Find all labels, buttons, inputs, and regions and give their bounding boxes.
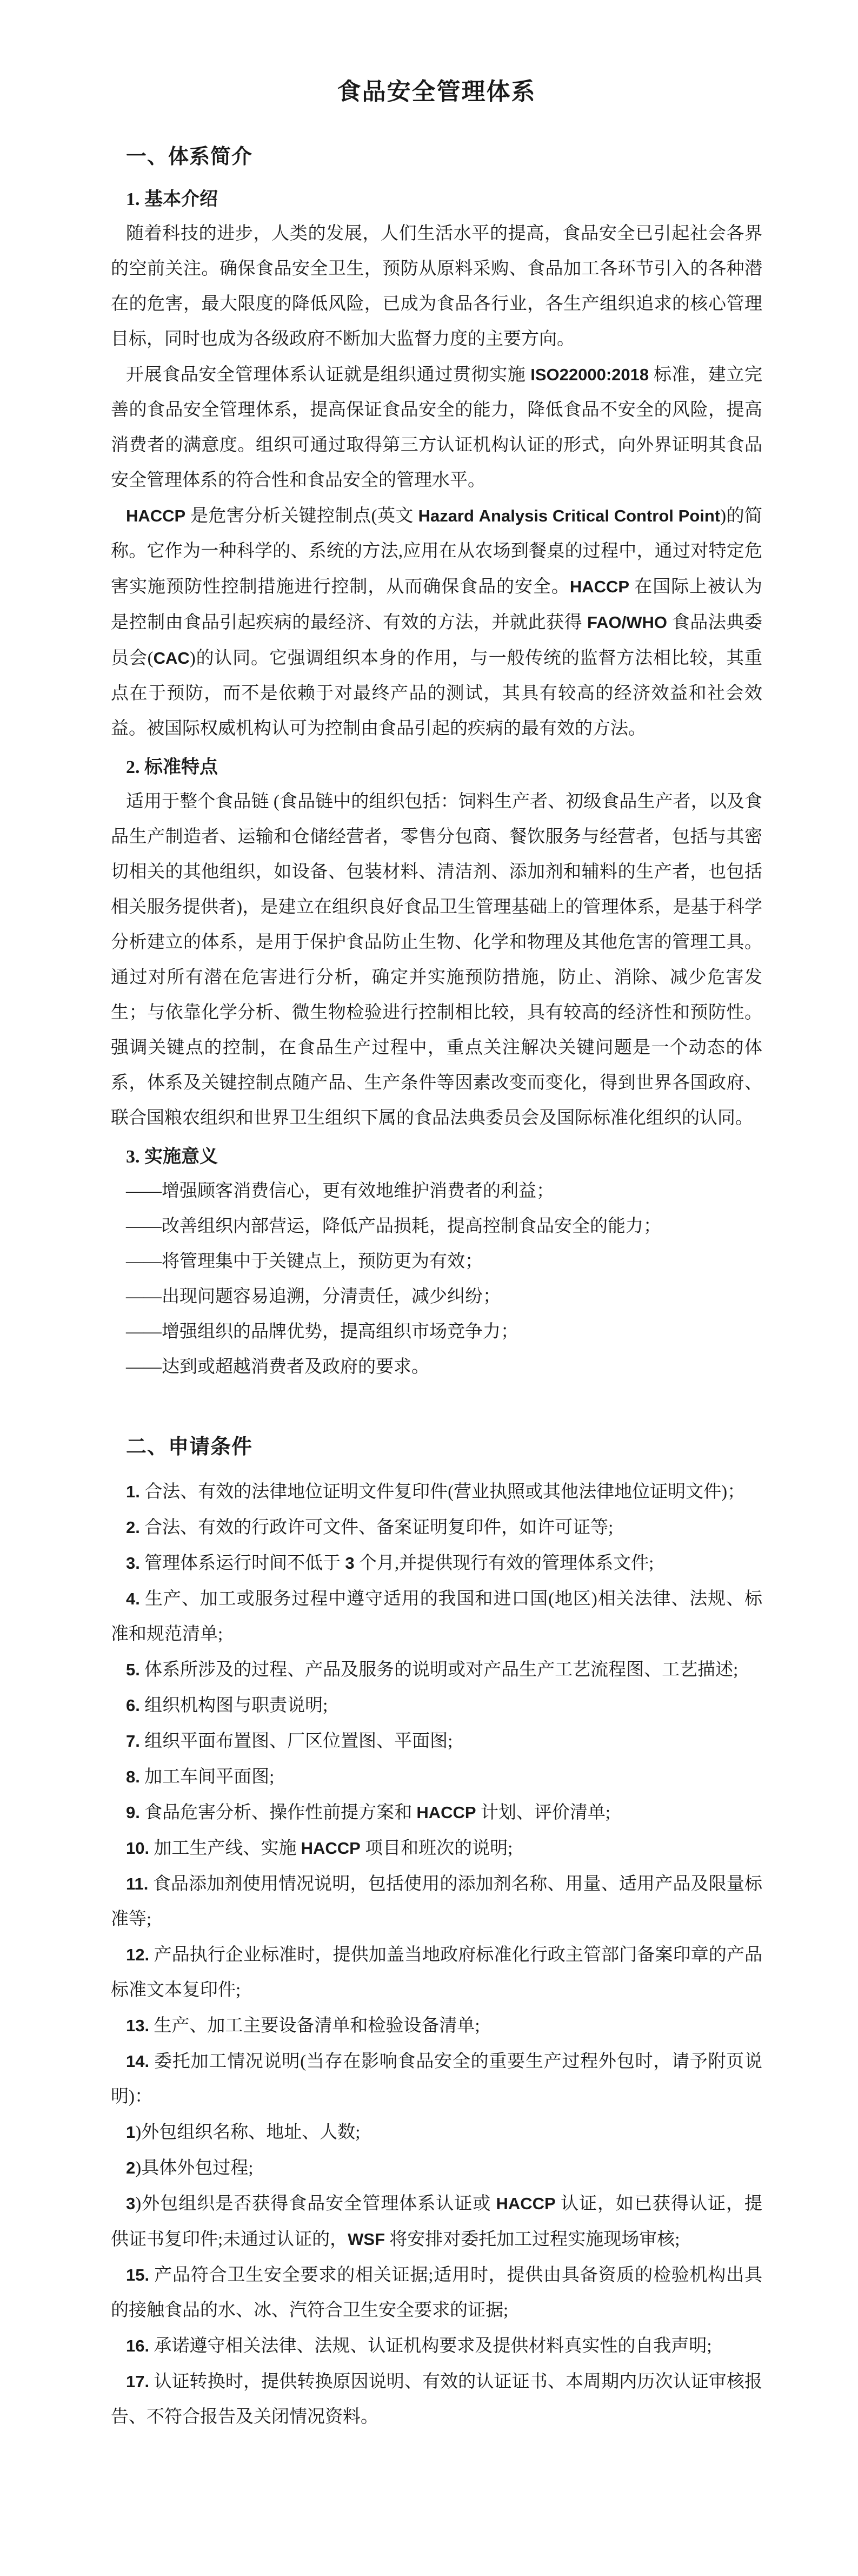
dash-list-item: ——将管理集中于关键点上，预防更为有效； bbox=[126, 1252, 483, 1271]
numbered-item: 13. 生产、加工主要设备清单和检验设备清单; bbox=[126, 2016, 480, 2036]
numbered-item: 6. 组织机构图与职责说明; bbox=[126, 1696, 328, 1715]
numbered-item: 1. 合法、有效的法律地位证明文件复印件(营业执照或其他法律地位证明文件)； bbox=[126, 1482, 746, 1502]
dash-list-item: ——增强顾客消费信心，更有效地维护消费者的利益； bbox=[126, 1181, 554, 1201]
numbered-item: 8. 加工车间平面图; bbox=[126, 1767, 275, 1787]
numbered-item: 9. 食品危害分析、操作性前提方案和 HACCP 计划、评价清单; bbox=[126, 1803, 611, 1822]
sub-item: 2)具体外包过程; bbox=[126, 2158, 254, 2178]
paragraph: 随着科技的进步，人类的发展，人们生活水平的提高，食品安全已引起社会各界的空前关注。确保食品安全卫生，预防从原料采购、食品加工各环节引入的各种潜在的危害，最大限度的降低风险，已成为食品各行业，各生产组织追求的核心管理目标，同时也成为各级政府不断加大监督力度的主要方向。 bbox=[111, 224, 762, 349]
numbered-item: 16. 承诺遵守相关法律、法规、认证机构要求及提供材料真实性的自我声明; bbox=[126, 2336, 712, 2356]
document-title: 食品安全管理体系 bbox=[337, 78, 536, 105]
numbered-item: 4. 生产、加工或服务过程中遵守适用的我国和进口国(地区)相关法律、法规、标准和规范清单; bbox=[111, 1589, 762, 1644]
paragraph: 开展食品安全管理体系认证就是组织通过贯彻实施 ISO22000:2018 标准，建立完善的食品安全管理体系，提高保证食品安全的能力，降低食品不安全的风险，提高消费者的满意度。组织可通过取得第三方认证机构认证的形式，向外界证明其食品安全管理体系的符合性和食品安全的管理水平。 bbox=[111, 365, 763, 490]
section-1-heading: 一、体系简介 bbox=[126, 146, 253, 168]
numbered-item: 14. 委托加工情况说明(当存在影响食品安全的重要生产过程外包时，请予附页说明)： bbox=[111, 2052, 762, 2106]
section-2-heading: 二、申请条件 bbox=[126, 1436, 253, 1458]
numbered-item: 17. 认证转换时，提供转换原因说明、有效的认证证书、本周期内历次认证审核报告、不符合报告及关闭情况资料。 bbox=[111, 2372, 762, 2427]
numbered-item: 2. 合法、有效的行政许可文件、备案证明复印件，如许可证等; bbox=[126, 1518, 614, 1537]
section-1-subheading-implementation-significance: 3. 实施意义 bbox=[126, 1147, 218, 1167]
numbered-item: 3. 管理体系运行时间不低于 3 个月,并提供现行有效的管理体系文件; bbox=[126, 1554, 654, 1573]
section-1-subheading-standard-features: 2. 标准特点 bbox=[126, 757, 218, 777]
paragraph: 适用于整个食品链 (食品链中的组织包括：饲料生产者、初级食品生产者，以及食品生产制造者、运输和仓储经营者，零售分包商、餐饮服务与经营者，包括与其密切相关的其他组织，如设备、包装材料、清洁剂、添加剂和辅料的生产者，也包括相关服务提供者)，是建立在组织良好食品卫生管理基础上的管理体系，是基于科学分析建立的体系，是用于保护食品防止生物、化学和物理及其他危害的管理工具。通过对所有潜在危害进行分析，确定并实施预防措施，防止、消除、减少危害发生；与依靠化学分析、微生物检验进行控制相比较，具有较高的经济性和预防性。强调关键点的控制，在食品生产过程中，重点关注解决关键问题是一个动态的体系，体系及关键控制点随产品、生产条件等因素改变而变化，得到世界各国政府、联合国粮农组织和世界卫生组织下属的食品法典委员会及国际标准化组织的认同。 bbox=[111, 792, 762, 1128]
dash-list-item: ——达到或超越消费者及政府的要求。 bbox=[126, 1357, 429, 1377]
numbered-item: 15. 产品符合卫生安全要求的相关证据;适用时，提供由具备资质的检验机构出具的接触食品的水、冰、汽符合卫生安全要求的证据; bbox=[111, 2265, 762, 2320]
dash-list-item: ——增强组织的品牌优势，提高组织市场竞争力； bbox=[126, 1322, 518, 1342]
section-1-subheading-basic-intro: 1. 基本介绍 bbox=[126, 189, 218, 209]
numbered-item: 7. 组织平面布置图、厂区位置图、平面图; bbox=[126, 1732, 453, 1751]
numbered-item: 5. 体系所涉及的过程、产品及服务的说明或对产品生产工艺流程图、工艺描述; bbox=[126, 1660, 739, 1680]
dash-list-item: ——改善组织内部营运，降低产品损耗，提高控制食品安全的能力； bbox=[126, 1217, 661, 1236]
numbered-item: 12. 产品执行企业标准时，提供加盖当地政府标准化行政主管部门备案印章的产品标准文本复印件; bbox=[111, 1945, 762, 2000]
sub-item: 1)外包组织名称、地址、人数; bbox=[126, 2123, 361, 2142]
numbered-item: 11. 食品添加剂使用情况说明，包括使用的添加剂名称、用量、适用产品及限量标准等; bbox=[111, 1874, 762, 1929]
paragraph: HACCP 是危害分析关键控制点(英文 Hazard Analysis Critical Control Point)的简称。它作为一种科学的、系统的方法,应用在从农场到餐桌的过程中，通过对特定危害实施预防性控制措施进行控制，从而确保食品的安全。HACCP 在国际上被认为是控制由食品引起疾病的最经济、有效的方法，并就此获得 FAO/WHO 食品法典委员会(CAC)的认同。它强调组织本身的作用，与一般传统的监督方法相比较，其重点在于预防，而不是依赖于对最终产品的测试，其具有较高的经济效益和社会效益。被国际权威机构认可为控制由食品引起的疾病的最有效的方法。 bbox=[111, 506, 763, 738]
numbered-item: 10. 加工生产线、实施 HACCP 项目和班次的说明; bbox=[126, 1839, 513, 1858]
dash-list-item: ——出现问题容易追溯，分清责任，减少纠纷； bbox=[126, 1287, 501, 1306]
sub-item: 3)外包组织是否获得食品安全管理体系认证或 HACCP 认证，如已获得认证，提供证书复印件;未通过认证的，WSF 将安排对委托加工过程实施现场审核; bbox=[111, 2194, 762, 2249]
